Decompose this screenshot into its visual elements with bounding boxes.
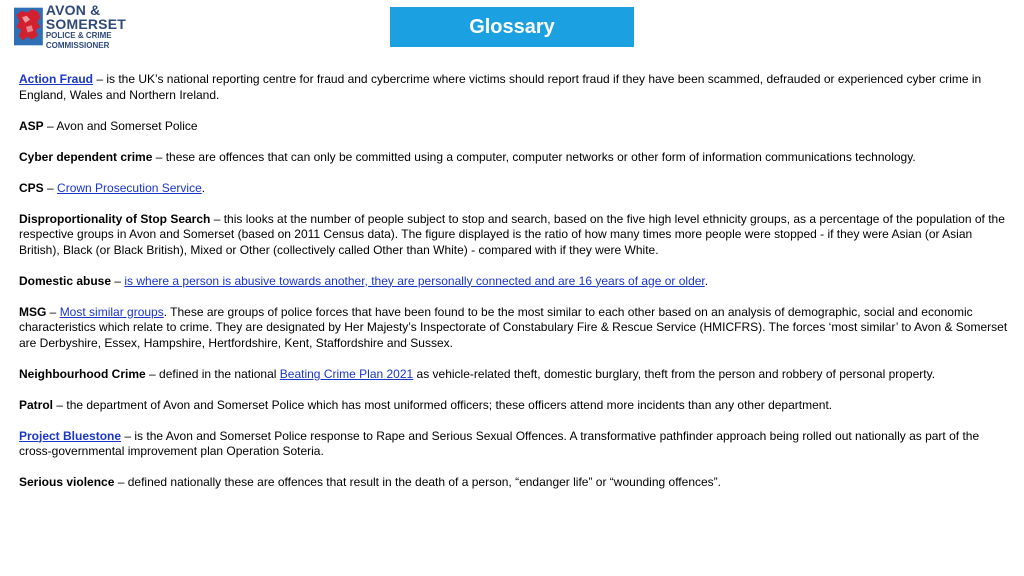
definition-cyber: – these are offences that can only be committed using a computer, computer networks or other form of information communications technology. bbox=[152, 149, 916, 164]
definition-project-bluestone: – is the Avon and Somerset Police response to Rape and Serious Sexual Offences. A transformative pathfinder approach being rolled out nationally as part of the cross-governmental improvement plan Operation Soteria. bbox=[19, 428, 980, 458]
glossary-entry-patrol bbox=[19, 398, 1009, 414]
glossary-entry-cyber bbox=[19, 150, 1009, 166]
glossary-entry-msg bbox=[19, 305, 1009, 352]
logo-line-3: POLICE & CRIME bbox=[45, 31, 112, 40]
term-domestic-abuse: Domestic abuse bbox=[19, 273, 112, 288]
term-cyber-dependent-crime: Cyber dependent crime bbox=[19, 149, 153, 164]
definition-action-fraud: – is the UK’s national reporting centre for fraud and cybercrime where victims should report fraud if they have been scammed, defrauded or experienced cyber crime in England, Wales and Northern Ireland. bbox=[19, 72, 982, 102]
term-patrol: Patrol bbox=[19, 397, 54, 412]
beating-crime-plan-link[interactable]: Beating Crime Plan 2021 bbox=[279, 366, 414, 381]
avon-somerset-map-icon bbox=[14, 3, 43, 50]
term-msg: MSG bbox=[19, 304, 47, 319]
logo-wordmark bbox=[46, 3, 126, 51]
definition-patrol: – the department of Avon and Somerset Police which has most uniformed officers; these officers attend more incidents than any other department. bbox=[53, 397, 833, 412]
most-similar-groups-link[interactable]: Most similar groups bbox=[59, 304, 164, 319]
glossary-entry-action-fraud bbox=[19, 72, 1009, 103]
domestic-abuse-definition-link[interactable]: is where a person is abusive towards another, they are personally connected and are 16 years of age or older bbox=[124, 273, 705, 288]
term-serious-violence: Serious violence bbox=[19, 475, 115, 489]
term-action-fraud-link[interactable]: Action Fraud bbox=[19, 72, 93, 86]
logo-line-1: AVON & bbox=[45, 2, 101, 18]
glossary-entry-disproportionality bbox=[19, 212, 1009, 259]
term-asp: ASP bbox=[19, 118, 44, 133]
definition-msg-post: . These are groups of police forces that have been found to be the most similar to each other based on an analysis of demographic, social and economic characteristics which relate to crime. They are designated by Her Majesty’s Inspectorate of Constabulary Fire & Rescue Service (HMICFRS). The forces ‘most similar’ to Avon & Somerset are Derbyshire, Essex, Hampshire, Hertfordshire, Kent, Staffordshire and Sussex. bbox=[19, 304, 1008, 350]
term-neighbourhood-crime: Neighbourhood Crime bbox=[19, 366, 146, 381]
definition-neighbourhood-pre: – defined in the national bbox=[145, 366, 280, 381]
crown-prosecution-service-link[interactable]: Crown Prosecution Service bbox=[57, 180, 202, 195]
definition-neighbourhood-post: as vehicle-related theft, domestic burglary, theft from the person and robbery of personal property. bbox=[413, 366, 936, 381]
definition-cps-pre: – bbox=[43, 180, 58, 195]
definition-disproportionality: – this looks at the number of people subject to stop and search, based on the five high level ethnicity groups, as a percentage of the population of the respective groups in Avon and Somerset (based on 2011 Census data). The figure displayed is the ratio of how many times more people were stopped - if they were Asian (or Asian British), Black (or Black British), Mixed or Other (collectively called Other than White) - compared with if they were White. bbox=[19, 211, 1005, 257]
term-cps: CPS bbox=[19, 180, 44, 195]
definition-serious-violence: – defined nationally these are offences that result in the death of a person, “endanger life” or “wounding offences”. bbox=[114, 475, 721, 489]
term-project-bluestone-link[interactable]: Project Bluestone bbox=[19, 428, 122, 443]
logo-line-4: COMMISSIONER bbox=[45, 41, 110, 50]
glossary-entry-cps bbox=[19, 181, 1009, 197]
definition-domestic-abuse-pre: – bbox=[111, 273, 125, 288]
definition-asp: – Avon and Somerset Police bbox=[43, 118, 198, 133]
page-title: Glossary bbox=[390, 7, 634, 47]
glossary-entry-asp bbox=[19, 119, 1009, 135]
glossary-list bbox=[19, 72, 1009, 506]
definition-msg-pre: – bbox=[46, 304, 60, 319]
definition-domestic-abuse-post: . bbox=[704, 273, 709, 288]
term-disproportionality: Disproportionality of Stop Search bbox=[19, 211, 211, 226]
glossary-entry-neighbourhood-crime bbox=[19, 367, 1009, 383]
glossary-entry-serious-violence bbox=[19, 475, 1009, 491]
logo-line-2: SOMERSET bbox=[45, 16, 126, 32]
glossary-entry-domestic-abuse bbox=[19, 274, 1009, 290]
glossary-entry-project-bluestone bbox=[19, 429, 1009, 460]
definition-cps-post: . bbox=[201, 180, 206, 195]
pcc-logo bbox=[14, 3, 126, 51]
